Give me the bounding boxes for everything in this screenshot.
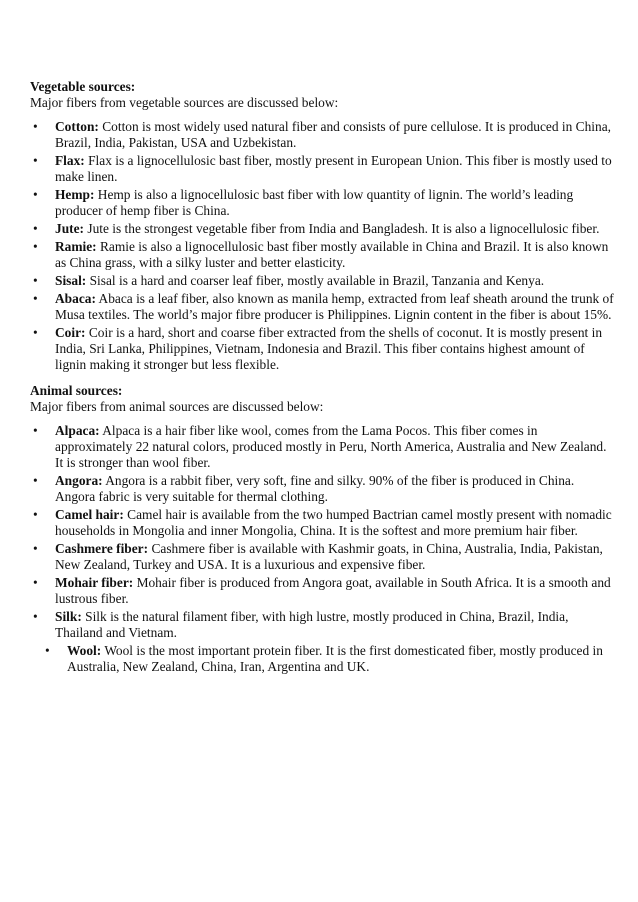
list-item [30, 273, 615, 289]
fiber-description: Jute is the strongest vegetable fiber from India and Bangladesh. It is also a lignocellulosic fiber. [84, 221, 600, 236]
bullet-icon: • [33, 153, 38, 168]
bullet-icon: • [45, 643, 50, 658]
list-item [30, 609, 615, 641]
fiber-term: Wool: [67, 643, 102, 658]
animal-fiber-list [30, 423, 615, 675]
fiber-term: Ramie: [55, 239, 97, 254]
list-item [30, 473, 615, 505]
fiber-term: Cotton: [55, 119, 99, 134]
fiber-description: Flax is a lignocellulosic bast fiber, mostly present in European Union. This fiber is mostly used to make linen. [55, 153, 612, 184]
bullet-icon: • [33, 541, 38, 556]
bullet-icon: • [33, 291, 38, 306]
fiber-term: Sisal: [55, 273, 87, 288]
fiber-term: Mohair fiber: [55, 575, 134, 590]
fiber-description: Abaca is a leaf fiber, also known as manila hemp, extracted from leaf sheath around the trunk of Musa textiles. The world’s major fibre producer is Philippines. Lignin content in the fiber is about 15%. [55, 291, 614, 322]
bullet-icon: • [33, 507, 38, 522]
fiber-description: Ramie is also a lignocellulosic bast fiber mostly available in China and Brazil. It is also known as China grass, with a silky luster and better elasticity. [55, 239, 609, 270]
fiber-description: Mohair fiber is produced from Angora goat, available in South Africa. It is a smooth and lustrous fiber. [55, 575, 611, 606]
bullet-icon: • [33, 575, 38, 590]
fiber-description: Silk is the natural filament fiber, with high lustre, mostly produced in China, Brazil, India, Thailand and Vietnam. [55, 609, 569, 640]
bullet-icon: • [33, 239, 38, 254]
animal-sources-intro: Major fibers from animal sources are discussed below: [30, 399, 324, 414]
list-item [30, 643, 615, 675]
list-item [30, 119, 615, 151]
fiber-term: Camel hair: [55, 507, 124, 522]
fiber-term: Flax: [55, 153, 85, 168]
bullet-icon: • [33, 187, 38, 202]
list-item [30, 325, 615, 373]
fiber-term: Cashmere fiber: [55, 541, 149, 556]
bullet-icon: • [33, 325, 38, 340]
fiber-description: Cashmere fiber is available with Kashmir goats, in China, Australia, India, Pakistan, New Zealand, Turkey and USA. It is a luxurious and expensive fiber. [55, 541, 603, 572]
fiber-term: Hemp: [55, 187, 95, 202]
fiber-term: Angora: [55, 473, 103, 488]
vegetable-fiber-list [30, 119, 615, 373]
fiber-term: Silk: [55, 609, 82, 624]
fiber-description: Sisal is a hard and coarser leaf fiber, mostly available in Brazil, Tanzania and Kenya. [86, 273, 545, 288]
list-item [30, 423, 615, 471]
fiber-description: Coir is a hard, short and coarse fiber extracted from the shells of coconut. It is mostly present in India, Sri Lanka, Philippines, Vietnam, Indonesia and Brazil. This fiber contains highest amount of lignin making it stronger but less flexible. [55, 325, 603, 372]
fiber-term: Jute: [55, 221, 85, 236]
fiber-term: Abaca: [55, 291, 96, 306]
list-item [30, 187, 615, 219]
fiber-description: Angora is a rabbit fiber, very soft, fine and silky. 90% of the fiber is produced in China. Angora fabric is very suitable for thermal clothing. [55, 473, 575, 504]
list-item [30, 507, 615, 539]
bullet-icon: • [33, 423, 38, 438]
document-page [30, 79, 615, 677]
list-item [30, 575, 615, 607]
bullet-icon: • [33, 273, 38, 288]
list-item [30, 153, 615, 185]
fiber-description: Alpaca is a hair fiber like wool, comes from the Lama Pocos. This fiber comes in approximately 22 natural colors, produced mostly in Peru, North America, Australia and New Zealand. It is stronger than wool fiber. [55, 423, 607, 470]
list-item [30, 221, 615, 237]
list-item [30, 239, 615, 271]
vegetable-sources-intro: Major fibers from vegetable sources are discussed below: [30, 95, 339, 110]
bullet-icon: • [33, 119, 38, 134]
fiber-description: Hemp is also a lignocellulosic bast fiber with low quantity of lignin. The world’s leading producer of hemp fiber is China. [55, 187, 574, 218]
fiber-description: Cotton is most widely used natural fiber and consists of pure cellulose. It is produced in China, Brazil, India, Pakistan, USA and Uzbekistan. [55, 119, 611, 150]
fiber-description: Wool is the most important protein fiber. It is the first domesticated fiber, mostly produced in Australia, New Zealand, China, Iran, Argentina and UK. [67, 643, 603, 674]
bullet-icon: • [33, 221, 38, 236]
list-item [30, 541, 615, 573]
fiber-term: Alpaca: [55, 423, 100, 438]
bullet-icon: • [33, 473, 38, 488]
animal-sources-heading: Animal sources: [30, 383, 123, 398]
vegetable-sources-heading: Vegetable sources: [30, 79, 136, 94]
section-gap [30, 375, 615, 383]
bullet-icon: • [33, 609, 38, 624]
fiber-description: Camel hair is available from the two humped Bactrian camel mostly present with nomadic households in Mongolia and inner Mongolia, China. It is the softest and more premium hair fiber. [55, 507, 612, 538]
list-item [30, 291, 615, 323]
fiber-term: Coir: [55, 325, 86, 340]
